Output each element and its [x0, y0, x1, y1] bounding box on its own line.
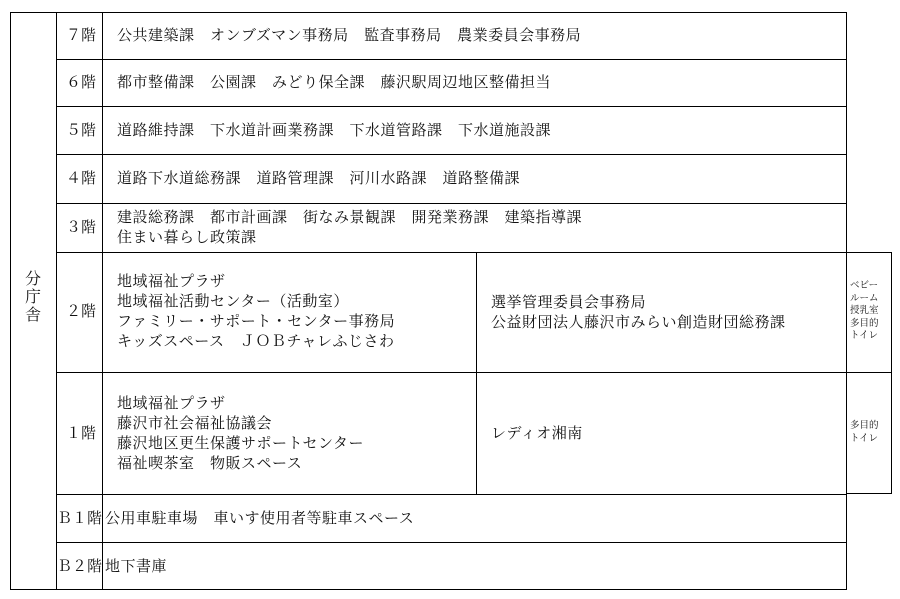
floor-2-right-line2: 公益財団法人藤沢市みらい創造財団総務課 [491, 313, 786, 331]
floor-2-left-line1: 地域福祉プラザ [117, 272, 226, 290]
floor-4-departments: 道路下水道総務課 道路管理課 河川水路課 道路整備課 [117, 169, 521, 187]
floor-label-2: ２階 [66, 302, 97, 320]
floor-label-b1: Ｂ１階 [57, 509, 103, 527]
floor-label-1: １階 [66, 424, 97, 442]
floor-2-left-line2: 地域福祉活動センター（活動室） [117, 292, 349, 310]
floor-1-left-line3: 藤沢地区更生保護サポートセンター [117, 434, 364, 452]
floor-label-6: ６階 [66, 73, 97, 91]
floor-label-5: ５階 [66, 121, 97, 139]
floor-1-restroom-note: 多目的 トイレ [850, 420, 879, 444]
floor-label-7: ７階 [66, 26, 97, 44]
floor-6-departments: 都市整備課 公園課 みどり保全課 藤沢駅周辺地区整備担当 [117, 73, 552, 91]
floor-2-left-line4: キッズスペース ＪＯＢチャレふじさわ [117, 332, 395, 350]
building-label: 分 庁 舎 [24, 269, 41, 324]
floor-b2-contents: 地下書庫 [105, 557, 168, 575]
floor-1-left-line1: 地域福祉プラザ [117, 394, 226, 412]
floor-7-departments: 公共建築課 オンブズマン事務局 監査事務局 農業委員会事務局 [117, 26, 582, 44]
floor-b1-contents: 公用車駐車場 車いす使用者等駐車スペース [105, 509, 415, 527]
floor-5-departments: 道路維持課 下水道計画業務課 下水道管路課 下水道施設課 [117, 121, 552, 139]
floor-1-left-line2: 藤沢市社会福祉協議会 [117, 414, 273, 432]
floor-2-left-line3: ファミリー・サポート・センター事務局 [117, 312, 396, 330]
floor-3-departments-line2: 住まい暮らし政策課 [117, 228, 257, 246]
floor-2-right-line1: 選挙管理委員会事務局 [491, 293, 647, 311]
floor-2-restroom-note: ベビー ルーム 授乳室 多目的 トイレ [850, 280, 879, 341]
floor-1-left-line4: 福祉喫茶室 物販スペース [117, 454, 303, 472]
floor-3-departments-line1: 建設総務課 都市計画課 街なみ景観課 開発業務課 建築指導課 [117, 208, 583, 226]
floor-label-4: ４階 [66, 169, 97, 187]
floor-label-3: ３階 [66, 218, 97, 236]
floor-label-b2: Ｂ２階 [57, 557, 103, 575]
floor-1-right-line1: レディオ湘南 [491, 424, 583, 442]
